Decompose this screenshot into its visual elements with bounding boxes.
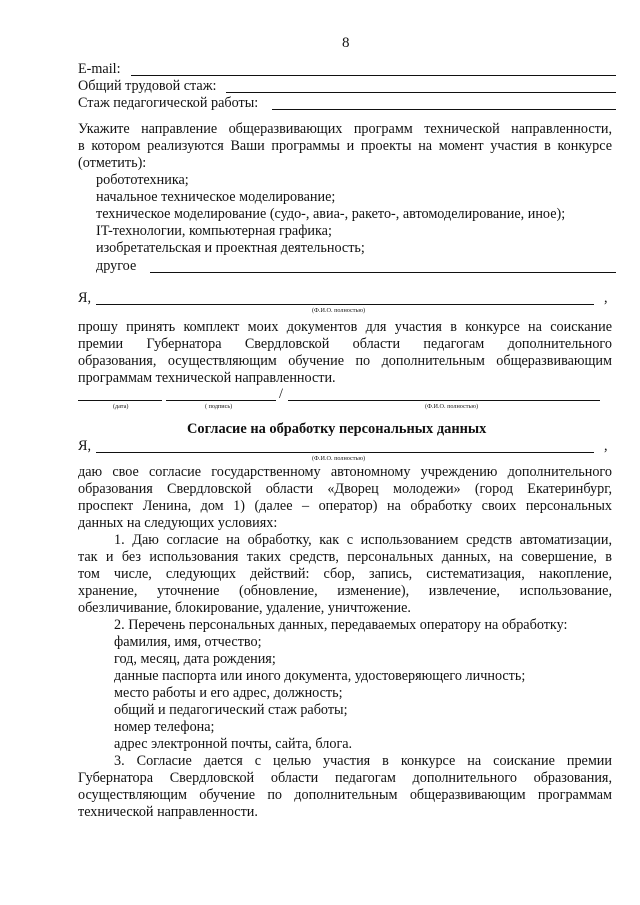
application-fio-caption-2: (Ф.И.О. полностью) (425, 403, 478, 410)
signature-line (166, 400, 276, 401)
teaching-experience-label: Стаж педагогической работы: (78, 95, 259, 111)
consent-comma: , (604, 438, 608, 454)
consent-p2-item-5: общий и педагогический стаж работы; (114, 702, 348, 718)
consent-p2-item-3: данные паспорта или иного документа, удостоверяющего личность; (114, 668, 526, 684)
total-experience-label: Общий трудовой стаж: (78, 78, 217, 94)
consent-intro-1: даю свое согласие государственному автономному учреждению дополнительного (78, 464, 612, 480)
application-line-1: прошу принять комплект моих документов для участия в конкурсе на соискание (78, 319, 612, 335)
option-other-field-line (150, 272, 616, 273)
application-comma: , (604, 290, 608, 306)
consent-p1-3: том числе, следующих действий: сбор, запись, систематизация, накопление, (78, 566, 612, 582)
application-fio-caption: (Ф.И.О. полностью) (312, 307, 365, 314)
email-label: E-mail: (78, 61, 121, 77)
consent-p1-1: 1. Даю согласие на обработку, как с использованием средств автоматизации, (114, 532, 612, 548)
page-number: 8 (342, 35, 350, 51)
option-other-label: другое (96, 258, 137, 274)
consent-p1-2: так и без использования таких средств, персональных данных, на совершение, в (78, 549, 612, 565)
option-robotics: робототехника; (96, 172, 189, 188)
consent-p1-5: обезличивание, блокирование, удаление, уничтожение. (78, 600, 411, 616)
consent-p2-item-4: место работы и его адрес, должность; (114, 685, 343, 701)
date-line (78, 400, 162, 401)
consent-p3-2: Губернатора Свердловской области педагогам дополнительного образования, (78, 770, 612, 786)
consent-fio-caption: (Ф.И.О. полностью) (312, 455, 365, 462)
consent-fio-line (96, 452, 594, 453)
application-line-2: премии Губернатора Свердловской области педагогам дополнительного (78, 336, 612, 352)
application-line-3: образования, осуществляющим обучение по дополнительным общеразвивающим (78, 353, 612, 369)
option-invention: изобретательская и проектная деятельность; (96, 240, 365, 256)
consent-intro-2: образования Свердловской области «Дворец молодежи» (город Екатеринбург, (78, 481, 612, 497)
application-fio-line (96, 304, 594, 305)
direction-line-1: Укажите направление общеразвивающих программ технической направленности, (78, 121, 612, 137)
signature-slash: / (279, 386, 283, 402)
teaching-experience-field-line (272, 109, 616, 110)
signature-caption: ( подпись) (205, 403, 233, 410)
application-fio-line-2 (288, 400, 600, 401)
email-field-line (131, 75, 616, 76)
consent-p2-item-6: номер телефона; (114, 719, 215, 735)
direction-line-2: в котором реализуются Ваши программы и проекты на момент участия в конкурсе (78, 138, 612, 154)
consent-p3-3: осуществляющим обучение по дополнительным общеразвивающим программам (78, 787, 612, 803)
consent-p2-title: 2. Перечень персональных данных, передаваемых оператору на обработку: (114, 617, 568, 633)
total-experience-field-line (226, 92, 616, 93)
consent-title: Согласие на обработку персональных данных (187, 421, 487, 437)
consent-ya: Я, (78, 438, 92, 454)
consent-intro-4: данных на следующих условиях: (78, 515, 278, 531)
option-it: IT-технологии, компьютерная графика; (96, 223, 332, 239)
consent-p1-4: хранение, уточнение (обновление, изменение), извлечение, использование, (78, 583, 612, 599)
consent-p2-item-2: год, месяц, дата рождения; (114, 651, 276, 667)
direction-line-3: (отметить): (78, 155, 147, 171)
consent-p3-4: технической направленности. (78, 804, 258, 820)
application-ya: Я, (78, 290, 92, 306)
consent-p2-item-1: фамилия, имя, отчество; (114, 634, 262, 650)
consent-p3-1: 3. Согласие дается с целью участия в конкурсе на соискание премии (114, 753, 612, 769)
application-line-4: программам технической направленности. (78, 370, 336, 386)
consent-intro-3: проспект Ленина, дом 1) (далее – оператор) на обработку своих персональных (78, 498, 612, 514)
consent-p2-item-7: адрес электронной почты, сайта, блога. (114, 736, 353, 752)
date-caption: (дата) (113, 403, 129, 410)
option-technical-modeling: техническое моделирование (судо-, авиа-, ракето-, автомоделирование, иное); (96, 206, 566, 222)
option-initial-modeling: начальное техническое моделирование; (96, 189, 336, 205)
